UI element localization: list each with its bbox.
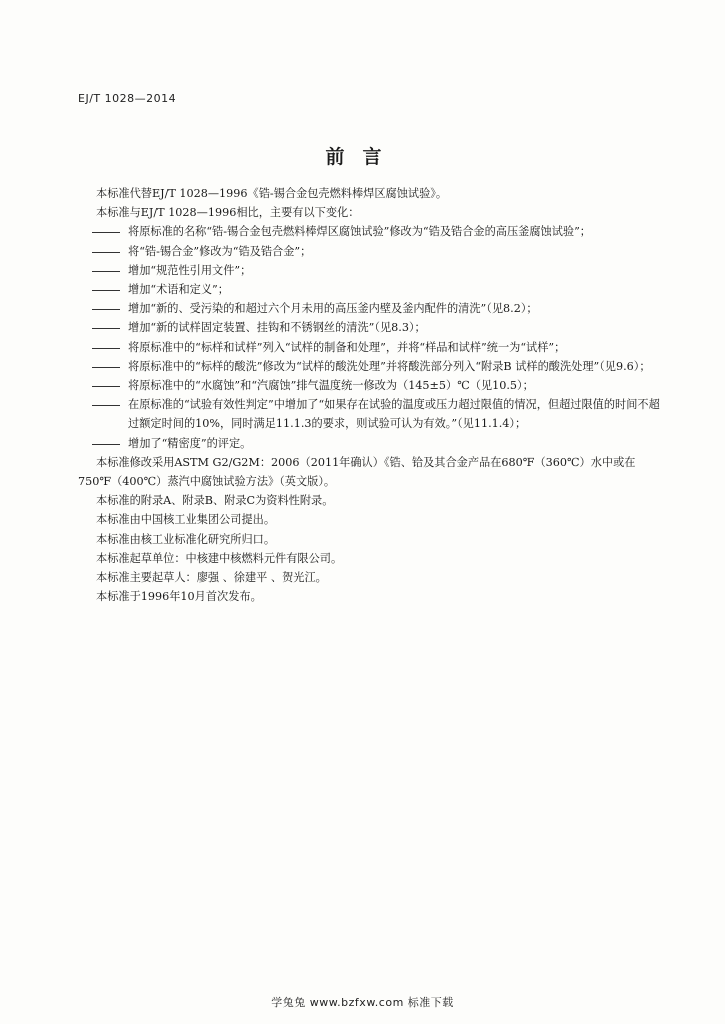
change-text: 在原标准的“试验有效性判定”中增加了“如果存在试验的温度或压力超过限值的情况，但超过限值的时间不超过额定时间的10%，同时满足11.1.3的要求，则试验可认为有效。”（见11.1.4）； — [128, 398, 660, 431]
info-paragraph: 本标准主要起草人：廖强 、徐建平 、贺光江。 — [96, 571, 327, 585]
change-text: 将原标准中的“标样的酸洗”修改为“试样的酸洗处理”并将酸洗部分列入“附录B 试样的酸洗处理”（见9.6）； — [128, 359, 651, 373]
change-text: 将“锆-锡合金”修改为“锆及锆合金”； — [128, 244, 312, 258]
change-item — [78, 299, 663, 318]
change-item — [78, 261, 663, 280]
standard-code: EJ/T 1028—2014 — [78, 92, 177, 105]
info-paragraph: 本标准于1996年10月首次发布。 — [96, 590, 262, 604]
info-paragraph: 本标准由核工业标准化研究所归口。 — [96, 532, 276, 546]
change-text: 增加“新的、受污染的和超过六个月未用的高压釜内壁及釜内配件的清洗”（见8.2）； — [128, 302, 538, 316]
change-text: 增加“新的试样固定装置、挂钩和不锈钢丝的清洗”（见8.3）； — [128, 321, 426, 335]
info-paragraph: 本标准的附录A、附录B、附录C为资料性附录。 — [96, 494, 334, 508]
change-item — [78, 434, 663, 453]
intro-paragraph: 本标准代替EJ/T 1028—1996《锆-锡合金包壳燃料棒焊区腐蚀试验》。 — [96, 187, 448, 200]
footer-watermark: 学兔兔 www.bzfxw.com 标准下载 — [271, 996, 454, 1009]
change-text: 将原标准中的“标样和试样”列入“试样的制备和处理”，并将“样品和试样”统一为“试样”； — [128, 340, 566, 354]
intro-paragraph: 本标准与EJ/T 1028—1996相比，主要有以下变化： — [96, 206, 360, 220]
change-item — [78, 338, 663, 357]
change-item — [78, 242, 663, 261]
change-item — [78, 395, 663, 433]
change-item — [78, 357, 663, 376]
change-text: 将原标准的名称“锆-锡合金包壳燃料棒焊区腐蚀试验”修改为“锆及锆合金的高压釜腐蚀试验”； — [128, 225, 591, 239]
page-title: 前言 — [325, 146, 400, 168]
change-text: 增加“规范性引用文件”； — [128, 263, 252, 277]
change-text: 将原标准中的“水腐蚀”和“汽腐蚀”排气温度统一修改为（145±5）℃（见10.5）； — [128, 379, 534, 393]
change-item — [78, 318, 663, 337]
change-item — [78, 280, 663, 299]
info-paragraph: 本标准起草单位：中核建中核燃料元件有限公司。 — [96, 551, 343, 565]
change-item — [78, 222, 663, 241]
change-text: 增加了“精密度”的评定。 — [128, 436, 252, 450]
adoption-paragraph: 本标准修改采用ASTM G2/G2M：2006（2011年确认）《锆、铪及其合金产品在680℉（360℃）水中或在750℉（400℃）蒸汽中腐蚀试验方法》（英文版）。 — [78, 455, 636, 489]
change-text: 增加“术语和定义”； — [128, 283, 229, 297]
change-item — [78, 376, 663, 395]
info-paragraph: 本标准由中国核工业集团公司提出。 — [96, 513, 276, 527]
foreword-body — [78, 184, 663, 606]
